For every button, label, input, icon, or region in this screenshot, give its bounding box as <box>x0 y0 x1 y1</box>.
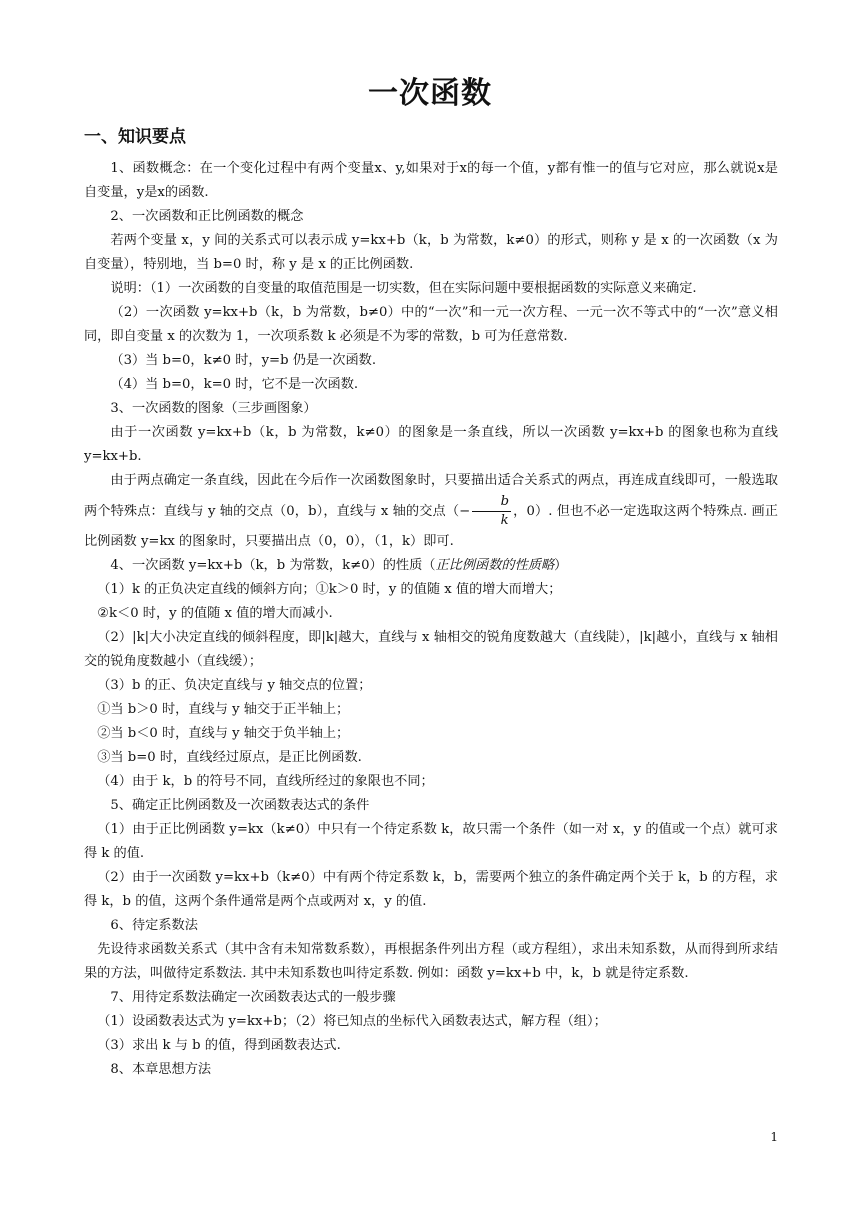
subheading-general-steps: 7、用待定系数法确定一次函数表达式的一般步骤 <box>110 990 396 1005</box>
paragraph-steps-2: （3）求出 k 与 b 的值，得到函数表达式. <box>97 1038 341 1053</box>
properties-text-a: 4、一次函数 y=kx+b（k，b 为常数，k≠0）的性质（ <box>110 558 436 573</box>
subheading-graph: 3、一次函数的图象（三步画图象） <box>110 401 317 416</box>
paragraph-property-3b: ②当 b＜0 时，直线与 y 轴交于负半轴上； <box>97 726 350 741</box>
subheading-properties <box>84 554 778 578</box>
section-heading-knowledge-points: 一、知识要点 <box>84 127 186 147</box>
paragraph-note-3: （3）当 b=0，k≠0 时，y=b 仍是一次函数. <box>110 353 377 368</box>
subheading-thinking-methods: 8、本章思想方法 <box>110 1062 212 1077</box>
subheading-undetermined-coefficients: 6、待定系数法 <box>110 918 198 933</box>
subheading-conditions: 5、确定正比例函数及一次函数表达式的条件 <box>110 798 370 813</box>
paragraph-note-1: 说明：（1）一次函数的自变量的取值范围是一切实数，但在实际问题中要根据函数的实际意义来确定. <box>110 281 697 296</box>
paragraph-property-3c: ③当 b=0 时，直线经过原点，是正比例函数. <box>97 750 362 765</box>
document-title: 一次函数 <box>368 76 492 111</box>
paragraph-property-4: （4）由于 k，b 的符号不同，直线所经过的象限也不同； <box>97 774 434 789</box>
paragraph-function-concept: 1、函数概念：在一个变化过程中有两个变量x、y,如果对于x的每一个值，y都有惟一的值与它对应，那么就说x是自变量，y是x的函数. <box>84 161 778 200</box>
fraction-denominator: k <box>500 513 509 528</box>
properties-text-b: ） <box>554 558 568 573</box>
paragraph-property-3: （3）b 的正、负决定直线与 y 轴交点的位置； <box>97 678 372 693</box>
paragraph-property-1b: ②k＜0 时，y 的值随 x 值的增大而减小. <box>97 606 333 621</box>
paragraph-property-1: （1）k 的正负决定直线的倾斜方向；①k＞0 时，y 的值随 x 值的增大而增大； <box>97 582 562 597</box>
paragraph-definition: 若两个变量 x，y 间的关系式可以表示成 y=kx+b（k，b 为常数，k≠0）的形式，则称 y 是 x 的一次函数（x 为自变量），特别地，当 b=0 时，称 y 是 x 的正比例函数. <box>84 233 778 272</box>
paragraph-graph-line: 由于一次函数 y=kx+b（k，b 为常数，k≠0）的图象是一条直线，所以一次函数 y=kx+b 的图象也称为直线 y=kx+b. <box>84 425 778 464</box>
paragraph-note-2: （2）一次函数 y=kx+b（k，b 为常数，b≠0）中的“一次”和一元一次方程、一元一次不等式中的“一次”意义相同，即自变量 x 的次数为 1，一次项系数 k 必须是不为零的常数，b 可为任意常数. <box>84 305 778 344</box>
paragraph-property-2: （2）|k|大小决定直线的倾斜程度，即|k|越大，直线与 x 轴相交的锐角度数越大（直线陡），|k|越小，直线与 x 轴相交的锐角度数越小（直线缓）； <box>84 630 778 669</box>
fraction-b-over-k <box>472 493 511 530</box>
document-body <box>84 157 778 1082</box>
page-number: 1 <box>770 1130 778 1144</box>
properties-note: 正比例函数的性质略 <box>435 558 555 573</box>
two-points-text-a: 由于两点确定一条直线，因此在今后作一次函数图象时，只要描出适合关系式的两点，再连成直线即可，一般选取两个特殊点：直线与 y 轴的交点（0，b），直线与 x 轴的交点（− <box>84 473 778 519</box>
paragraph-steps-1: （1）设函数表达式为 y=kx+b；（2）将已知点的坐标代入函数表达式，解方程（组）； <box>97 1014 607 1029</box>
paragraph-property-3a: ①当 b＞0 时，直线与 y 轴交于正半轴上； <box>97 702 350 717</box>
paragraph-condition-1: （1）由于正比例函数 y=kx（k≠0）中只有一个待定系数 k，故只需一个条件（如一对 x，y 的值或一个点）就可求得 k 的值. <box>84 822 778 861</box>
subheading-linear-function-concept: 2、一次函数和正比例函数的概念 <box>110 209 304 224</box>
paragraph-two-points <box>84 469 778 554</box>
paragraph-note-4: （4）当 b=0，k=0 时，它不是一次函数. <box>110 377 359 392</box>
fraction-numerator: b <box>472 493 511 512</box>
two-points-text-b: ，0）. 但也不必一定选取这两个特殊点. 画正比例函数 y=kx 的图象时，只要描出点（0，0），（1，k）即可. <box>84 504 778 549</box>
paragraph-undetermined-coefficients: 先设待求函数关系式（其中含有未知常数系数），再根据条件列出方程（或方程组），求出未知系数，从而得到所求结果的方法，叫做待定系数法. 其中未知系数也叫待定系数. 例如：函数 y=kx+b 中，k，b 就是待定系数. <box>84 942 778 981</box>
paragraph-condition-2: （2）由于一次函数 y=kx+b（k≠0）中有两个待定系数 k，b，需要两个独立的条件确定两个关于 k，b 的方程，求得 k，b 的值，这两个条件通常是两个点或两对 x，y 的值. <box>84 870 778 909</box>
